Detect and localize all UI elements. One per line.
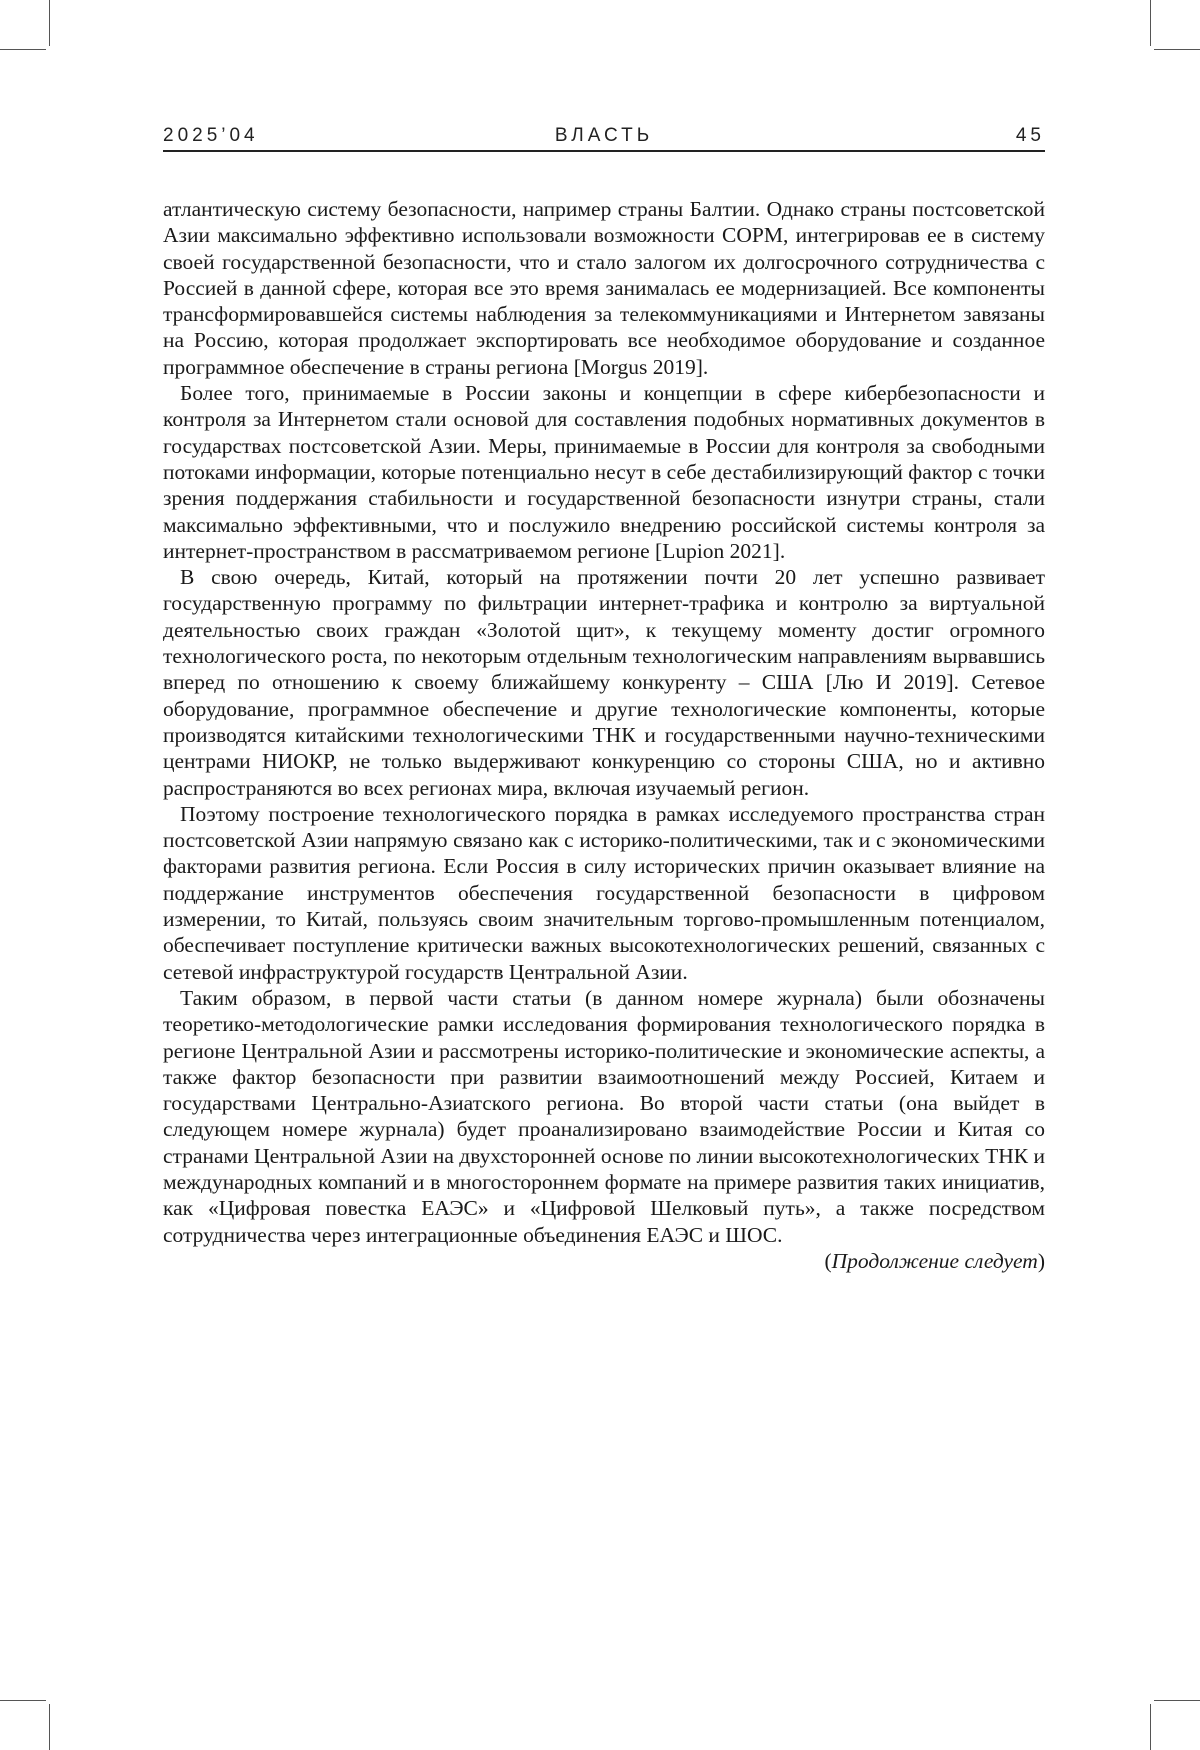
running-header (163, 124, 1045, 152)
paragraph: Таким образом, в первой части статьи (в данном номере журнала) были обозначены теоретико-методологические рамки исследования формирования технологического порядка в регионе Центральной Азии и рассмотрены историко-политические и экономические аспекты, а также фактор безопасности при развитии взаимоотношений между Россией, Китаем и государствами Центрально-Азиатского региона. Во второй части статьи (она выйдет в следующем номере журнала) будет проанализировано взаимодействие России и Китая со странами Центральной Азии на двухсторонней основе по линии высокотехнологических ТНК и международных компаний и в многостороннем формате на примере развития таких инициатив, как «Цифровая повестка ЕАЭС» и «Цифровой Шелковый путь», а также посредством сотрудничества через интеграционные объединения ЕАЭС и ШОС. (163, 985, 1045, 1248)
crop-mark (0, 1700, 46, 1701)
article-body (163, 196, 1045, 1274)
crop-mark (49, 0, 50, 46)
paragraph: атлантическую систему безопасности, например страны Балтии. Однако страны постсоветской Азии максимально эффективно использовали возможности СОРМ, интегрировав ее в систему своей государственной безопасности, что и стало залогом их долгосрочного сотрудничества с Россией в данной сфере, которая все это время занималась ее модернизацией. Все компоненты трансформировавшейся системы наблюдения за телекоммуникациями и Интернетом завязаны на Россию, которая продолжает экспортировать все необходимое оборудование и созданное программное обеспечение в страны региона [Morgus 2019]. (163, 196, 1045, 380)
crop-mark (1154, 1700, 1200, 1701)
crop-mark (0, 49, 46, 50)
page-number: 45 (1016, 124, 1045, 148)
journal-title: ВЛАСТЬ (163, 124, 1045, 148)
issue-number: 2025’04 (163, 124, 259, 148)
crop-mark (1150, 1704, 1151, 1750)
close-paren: ) (1038, 1249, 1045, 1273)
continuation-note (163, 1248, 1045, 1274)
open-paren: ( (824, 1249, 831, 1273)
crop-mark (49, 1704, 50, 1750)
paragraph: Более того, принимаемые в России законы и концепции в сфере кибербезопасности и контроля за Интернетом стали основой для составления подобных нормативных документов в государствах постсоветской Азии. Меры, принимаемые в России для контроля за свободными потоками информации, которые потенциально несут в себе дестабилизирующий фактор с точки зрения поддержания стабильности и государственной безопасности изнутри страны, стали максимально эффективными, что и послужило внедрению российской системы контроля за интернет-пространством в рассматриваемом регионе [Lupion 2021]. (163, 380, 1045, 564)
continuation-text: Продолжение следует (832, 1249, 1038, 1273)
paragraph: В свою очередь, Китай, который на протяжении почти 20 лет успешно развивает государственную программу по фильтрации интернет-трафика и контролю за виртуальной деятельностью своих граждан «Золотой щит», к текущему моменту достиг огромного технологического роста, по некоторым отдельным технологическим направлениям вырвавшись вперед по отношению к своему ближайшему конкуренту – США [Лю И 2019]. Сетевое оборудование, программное обеспечение и другие технологические компоненты, которые производятся китайскими технологическими ТНК и государственными научно-техническими центрами НИОКР, не только выдерживают конкуренцию со стороны США, но и активно распространяются во всех регионах мира, включая изучаемый регион. (163, 564, 1045, 801)
crop-mark (1150, 0, 1151, 46)
paragraph: Поэтому построение технологического порядка в рамках исследуемого пространства стран постсоветской Азии напрямую связано как с историко-политическими, так и с экономическими факторами развития региона. Если Россия в силу исторических причин оказывает влияние на поддержание инструментов обеспечения государственной безопасности в цифровом измерении, то Китай, пользуясь своим значительным торгово-промышленным потенциалом, обеспечивает поступление критически важных высокотехнологических решений, связанных с сетевой инфраструктурой государств Центральной Азии. (163, 801, 1045, 985)
crop-mark (1154, 49, 1200, 50)
